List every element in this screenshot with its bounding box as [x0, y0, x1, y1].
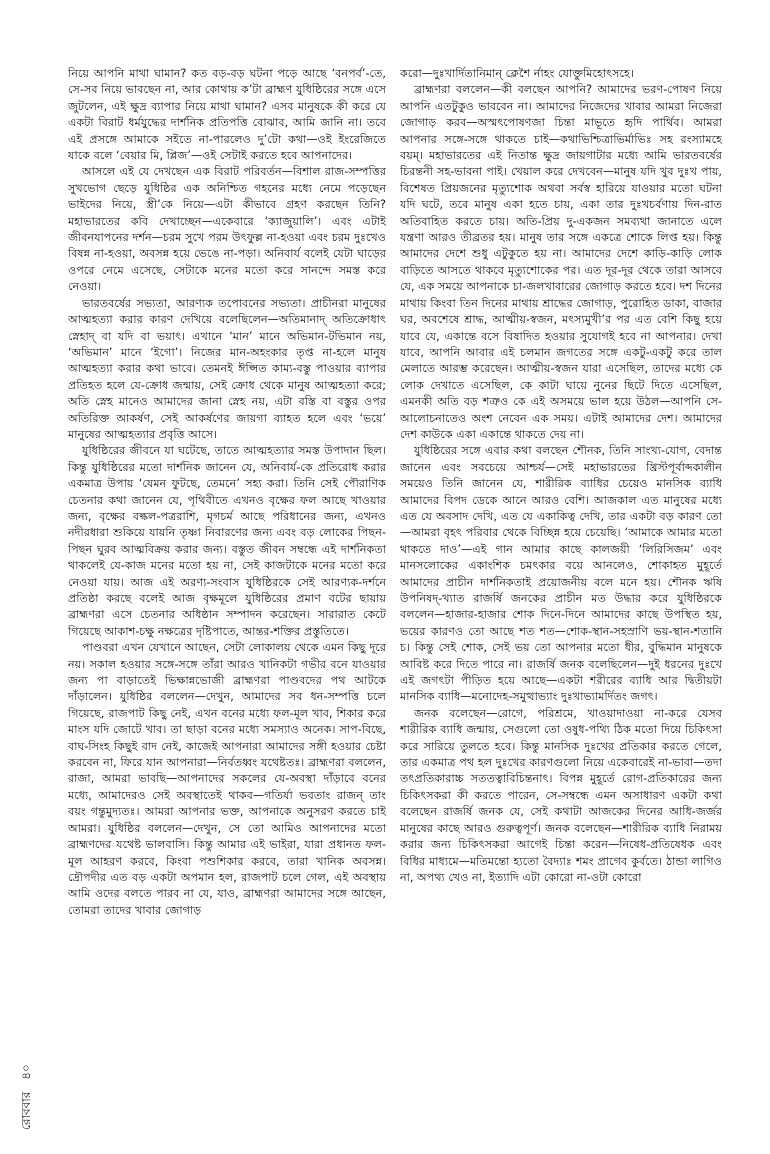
paragraph: জনক বলেছেন—রোগে, পরিশ্রমে, খাওয়াদাওয়া না-করে যেসব শারীরিক ব্যাধি জন্মায়, সেগুলো তো ওষুধ-পথ্যি ঠিক মতো দিয়ে চিকিৎসা করে সারিয়ে তুলতে হবে। কিন্তু মানসিক দুঃখের প্রতিকার করতে গেলে, তার একমাত্র পথ হল দুঃখের কারণগুলো নিয়ে একেবারেই না-ভাবা—তদা তৎপ্রতিকারাচ্চ সততত্বাবিচিন্তনাৎ। বিপন্ন মুহূর্তে রোগ-প্রতিকারের জন্য চিকিৎসকরা কী করতে পারেন, সে-সম্বন্ধে এমন অসাধারণ একটা কথা বলেছেন রাজর্ষি জনক যে, সেই কথাটা আজকের দিনের আধি-জর্জর মানুষের কাছে আরও গুরুত্বপূর্ণ। জনক বলেছেন—শারীরিক ব্যাধি নিরাময় করার জন্য চিকিৎসকরা আগেই চিন্তা করেন—নিষেধ-প্রতিষেধক এবং বিধির মাধ্যমে—মতিমন্তো হ্যতো বৈদ্যাঃ শমং প্রাগেব কুর্বতে। ঠান্ডা লাগিও না, অপথ্য খেও না, ইত্যাদি এটা কোরো না-ওটা কোরো — [400, 706, 722, 884]
paragraph: যুধিষ্ঠিরের জীবনে যা ঘটেছে, তাতে আত্মহত্যার সমস্ত উপাদান ছিল। কিন্তু যুধিষ্ঠিরের মতো দার্শনিক জানেন যে, অনিবার্য-কে প্রতিরোধ করার একমাত্র উপায় ‘যেমন ফুটছে, তেমনে’ সহ্য করা। তিনি সেই পৌরাণিক চেতনার কথা জানেন যে, পৃথিবীতে এখনও বৃক্ষের ফল আছে খাওয়ার জন্য, বৃক্ষের বল্কল-পত্ররাশি, মৃগচর্ম আছে পরিধানের জন্য, এখনও নদীরধারা শুকিয়ে যায়নি তৃষ্ণা নিবারণের জন্য এবং বড় লোকের পিছন-পিছন ঘুরব আত্মবিক্রয় করার জন্য। বস্তুত জীবন সম্বন্ধে এই দার্শনিকতা থাকলেই যে-কাজ মনের মতো হয় না, সেই কাজটাকে মনের মতো করে নেওয়া যায়। আজ এই অরণ্য-সংবাস যুধিষ্ঠিরকে সেই আরণ্যক-দর্শনে প্রতিষ্ঠা করছে বলেই আজ বৃক্ষমূলে যুধিষ্ঠিরের প্রমাণ বটের ছায়ায় ব্রাহ্মণরা এসে চেতনার অধিষ্ঠান সম্পাদন করেছেন। সারারাত কেটে গিয়েছে আকাশ-চক্ষু নক্ষত্রের দৃষ্টিপাতে, আন্তর-শক্তির প্রস্তুতিতে। — [68, 444, 386, 638]
page-footer — [18, 1000, 36, 1130]
paragraph: নিয়ে আপনি মাথা ঘামান? কত বড়-বড় ঘটনা পড়ে আছে ‘বনপর্ব’-তে, সে-সব নিয়ে ভাবছেন না, আর কোথায় ক’টা ব্রাহ্মণ যুধিষ্ঠিরের সঙ্গে এসে জুটলেন, এই ক্ষুদ্র ব্যাপার নিয়ে মাথা ঘামান? এসব মানুষকে কী করে যে একটা বিরাট ধর্মযুদ্ধের দার্শনিক প্রতিপত্তি বোঝাব, আমি জানি না। তবে এই প্রসঙ্গে আমাকে সইতে না-পারলেও দু’টো কথা—ওই ইংরেজিতে যাকে বলে ‘বেয়ার মি, প্লিজ’—ওই সেটাই করতে হবে আপনাদের। — [68, 67, 386, 163]
paragraph: করো—দুঃখার্দিতানিমান্ ক্লেশৈ র্নাহং যোক্তুমিহোৎসহে। — [400, 67, 634, 80]
paragraph: পাণ্ডবরা এখন যেখানে আছেন, সেটা লোকালয় থেকে এমন কিছু দূরে নয়। সকাল হওয়ার সঙ্গে-সঙ্গে তাঁরা আরও খানিকটা গভীর বনে যাওয়ার জন্য পা বাড়াতেই ভিক্ষান্নভোজী ব্রাহ্মণরা পাণ্ডবদের পথ আটকে দাঁড়ালেন। যুধিষ্ঠির বললেন—দেখুন, আমাদের সব ধন-সম্পত্তি চলে গিয়েছে, রাজপাট কিছু নেই, এখন বনের মধ্যে ফল-মূল খাব, শিকার করে মাংস যদি জোটে খাব। তা ছাড়া বনের মধ্যে সমস্যাও অনেক। সাপ-বিছে, বাঘ-সিংহ কিছুই বাদ নেই, কাজেই আপনারা আমাদের সঙ্গী হওয়ার চেষ্টা করবেন না, ফিরে যান আপনারা—নির্বতধ্বং যথেষ্টতঃ। ব্রাহ্মণরা বললেন, রাজা, আমরা ভাবছি—আপনাদের সকলের যে-অবস্থা দাঁড়াবে বনের মধ্যে, আমাদেরও সেই অবস্থাতেই থাকব—গতির্যা ভবতাং রাজন্ তাং বয়ং গন্তুমুদ্যতঃ। আমরা আপনার ভক্ত, আপনাকে অনুসরণ করতে চাই আমরা। যুধিষ্ঠির বললেন—দেখুন, সে তো আমিও আপনাদের মতো ব্রাহ্মণদের যথেষ্ট ভালবাসি। কিন্তু আমার এই ভাইরা, যারা প্রধানত ফল-মূল আহরণ করবে, কিংবা পশুশিকার করবে, তারা খানিক অবসন্ন। দ্রৌপদীর এত বড় একটা অপমান হল, রাজপাট চলে গেল, এই অবস্থায় আমি ওদের বলতে পারব না যে, যাও, ব্রাহ্মণরা আমাদের সঙ্গে আছেন, তোমরা তাদের খাবার জোগাড় — [68, 641, 386, 917]
article-left-column — [68, 66, 386, 1096]
paragraph: ব্রাহ্মণরা বললেন—কী বলছেন আপনি? আমাদের ভরণ-পোষণ নিয়ে আপনি এতটুকুও ভাববেন না। আমাদের নিজেদের খাবার আমরা নিজেরা জোগাড় করব—অস্মৎপোষণজা চিন্তা মাভূতে হৃদি পার্থিব। আমরা আপনার সঙ্গে-সঙ্গে থাকতে চাই—কথাভিশ্চিত্রাভির্মাভিঃ সহ রংস্যামহে বয়ম্। মহাভারতের এই নিতান্ত ক্ষুদ্র জায়গাটার মধ্যে আমি ভারতবর্ষের চিরন্তনী সহ-ভাবনা পাই। খেয়াল করে দেখবেন—মানুষ যদি খুব দুঃখ পায়, বিশেষত প্রিয়জনের মৃত্যুশোক অথবা সর্বস্ব হারিয়ে যাওয়ার মতো ঘটনা যদি ঘটে, তবে মানুষ একা হতে চায়, একা তার দুঃখচর্বণায় দিন-রাত অতিবাহিত করতে চায়। অতি-প্রিয় দু-একজন সমব্যথা জানাতে এলে যন্ত্রণা আরও তীব্রতর হয়। মানুষ তার সঙ্গে একত্রে শোকে লিপ্ত হয়। কিন্তু আমাদের দেশে শুধু এটুকুতে হয় না। আমাদের দেশে কাড়ি-কাড়ি লোক বাড়িতে আসতে থাকবে মৃত্যুশোকের পর। এত দূর-দূর থেকে তারা আসবে যে, এক সময়ে আপনাকে চা-জলখাবারের জোগাড় করতে হবে। দশ দিনের মাথায় কিংবা তিন দিনের মাথায় শ্রাদ্ধের জোগাড়, পুরোহিত ডাকা, বাজার ঘর, অবশেষে শ্রাদ্ধ, আত্মীয়-স্বজন, মৎস্যমুখী’র পর এত বেশি কিছু হয়ে যাবে যে, একান্তে বসে বিষাদিত হওয়ার সুযোগই হবে না আপনার। দেখা যাবে, আপনি আবার এই চলমান জগতের সঙ্গে একটু-একটু করে তাল মেলাতে আরম্ভ করেছেন। আত্মীয়-স্বজন যারা এসেছিল, তাদের মধ্যে কে লোক দেখাতে এসেছিল, কে কাটা ঘায়ে নুনের ছিটে দিতে এসেছিল, এমনকী অতি বড় শত্রুও কে এই অসময়ে ভাল হয়ে উঠল—আপনি সে-আলোচনাতেও অংশ নেবেন এক সময়। এটাই আমাদের দেশ। আমাদের দেশ কাউকে একা একান্তে থাকতে দেয় না। — [400, 83, 722, 441]
article-right-column — [400, 66, 722, 1096]
page-number: ৪০ — [19, 1064, 33, 1080]
paragraph: আসলে এই যে দেখছেন এক বিরাট পরিবর্তন—বিশাল রাজ-সম্পত্তির সুখভোগ ছেড়ে যুধিষ্ঠির এক অনিশ্চিত গহনের মধ্যে নেমে পড়েছেন ভাইদের নিয়ে, স্ত্রী’কে নিয়ে—এটা কীভাবে গ্রহণ করছেন তিনি? মহাভারতের কবি দেখাচ্ছেন—একেবারে ‘ক্যাজুয়ালি’। এবং এটাই জীবনযাপনের দর্শন—চরম সুখে পরম উৎফুল্ল না-হওয়া এবং চরম দুঃখেও বিষন্ন না-হওয়া, অবসন্ন হয়ে ভেঙে না-পড়া। অনিবার্য বলেই যেটা ঘাড়ের ওপরে নেমে এসেছে, সেটাকে মনের মতো করে সানন্দে সমস্ত করে নেওয়া। — [68, 165, 386, 294]
paragraph: ভারতবর্ষের সভ্যতা, আরণ্যক তপোবনের সভ্যতা। প্রাচীনরা মানুষের আত্মহত্যা করার কারণ দেখিয়ে বলেছিলেন—অতিমানাদ্ অতিক্রোধাৎ স্নেহাদ্ বা যদি বা ভয়াৎ। এখানে ‘মান’ মানে অভিমান-টভিমান নয়, ‘অভিমান’ মানে ‘ইগো’। নিজের মান-অহংকার তৃপ্ত না-হলে মানুষ আত্মহত্যা করার কথা ভাবে। তেমনই ঈপ্সিত কাম্য-বস্তু পাওয়ার ব্যাপার প্রতিহত হলে যে-ক্রোধ জন্মায়, সেই ক্রোধ থেকে মানুষ আত্মহত্যা করে; অতি স্নেহ মানেও আমাদের জানা স্নেহ নয়, এটা বস্তি বা বস্তুর ওপর অতিরিক্ত আকর্ষণ, সেই আকর্ষণের জায়গা ব্যাহত হলে এবং ‘ভয়ে’ মানুষের আত্মহত্যার প্রবৃত্তি আসে। — [68, 296, 386, 441]
paragraph: যুধিষ্ঠিরের সঙ্গে এবার কথা বলছেন শৌনক, তিনি সাংখ্য-যোগ, বেদান্ত জানেন এবং সবচেয়ে আশ্চর্য—সেই মহাভারতের খ্রিস্টপূর্বাব্দকালীন সময়েও তিনি জানেন যে, শারীরিক ব্যাধির চেয়েও মানসিক ব্যাধি আমাদের বিপদ ডেকে আনে আরও বেশি। আজকাল এত মানুষের মধ্যে এত যে অবসাদ দেখি, এত যে একাকিত্ব দেখি, তার একটা বড় কারণ তো—আমরা বৃহৎ পরিবার থেকে বিচ্ছিন্ন হয়ে চেয়েছি। ‘আমাকে আমার মতো থাকতে দাও’—এই গান আমার কাছে কালজয়ী ‘লিরিসিজম’ এবং মানসলোকের একাংশিক চমৎকার বয়ে আনলেও, শোকাহত মুহূর্তে আমাদের প্রাচীন দার্শনিকতাই প্রয়োজনীয় বলে মনে হয়। শৌনক ঋষি উপনিষদ্-খ্যাত রাজর্ষি জনকের প্রাচীন মত উদ্ধার করে যুধিষ্ঠিরকে বললেন—হাজার-হাজার শোক দিনে-দিনে আমাদের কাছে উপস্থিত হয়, ভয়ের কারণও তো আছে শত শত—শোক-স্থান-সহস্রাণি ভয়-স্থান-শতানি চ। কিন্তু সেই শোক, সেই ভয় তো আপনার মতো ধীর, বুদ্ধিমান মানুষকে আবিষ্ট করে দিতে পারে না। রাজর্ষি জনক বলেছিলেন—দুই ধরনের দুঃখে এই জগৎটা পীড়িত হয়ে আছে—একটা শরীরের ব্যাধি আর দ্বিতীয়টা মানসিক ব্যাধি—মনোদেহ-সমুত্থাভ্যাং দুঃখাভ্যামর্দিতং জগৎ। — [400, 444, 722, 704]
magazine-name: রোববার — [19, 1091, 33, 1130]
